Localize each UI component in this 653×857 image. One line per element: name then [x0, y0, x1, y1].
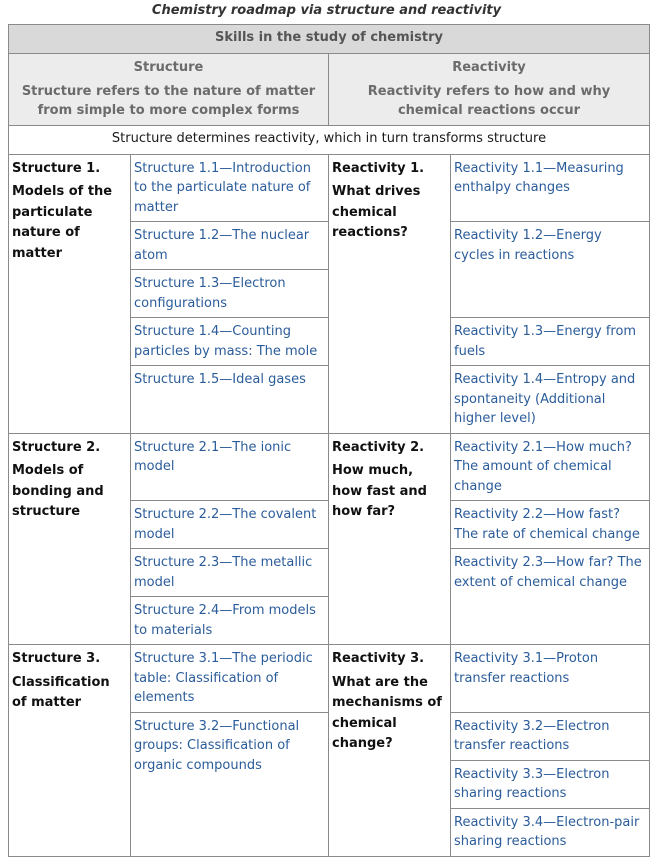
structure-theme-3 — [9, 645, 131, 857]
structure-header-desc: Structure refers to the nature of matter from simple to more complex forms — [21, 83, 316, 118]
reactivity-theme-number: Reactivity 2. — [332, 439, 425, 455]
reactivity-topic[interactable]: Reactivity 1.4—Entropy and spontaneity (Additional higher level) — [451, 366, 650, 434]
roadmap-table — [8, 24, 650, 857]
structure-topic[interactable]: Structure 1.4—Counting particles by mass: The mole — [131, 318, 329, 366]
structure-theme-title: Models of bonding and structure — [12, 463, 104, 519]
reactivity-theme-2 — [329, 433, 451, 645]
structure-header — [9, 54, 329, 126]
reactivity-topic[interactable]: Reactivity 1.3—Energy from fuels — [451, 318, 650, 366]
reactivity-header-title: Reactivity — [452, 60, 526, 75]
reactivity-topic[interactable]: Reactivity 3.1—Proton transfer reactions — [451, 645, 650, 713]
structure-theme-title: Classification of matter — [12, 674, 110, 710]
banner-text: Structure determines reactivity, which in turn transforms structure — [9, 125, 650, 154]
structure-topic[interactable]: Structure 1.1—Introduction to the particulate nature of matter — [131, 154, 329, 222]
reactivity-topic[interactable]: Reactivity 3.2—Electron transfer reactions — [451, 712, 650, 760]
reactivity-topic[interactable]: Reactivity 2.3—How far? The extent of chemical change — [451, 549, 650, 645]
reactivity-theme-1 — [329, 154, 451, 433]
structure-theme-1 — [9, 154, 131, 433]
structure-topic[interactable]: Structure 3.1—The periodic table: Classification of elements — [131, 645, 329, 713]
table-caption: Chemistry roadmap via structure and reactivity — [151, 3, 502, 18]
structure-theme-2 — [9, 433, 131, 645]
reactivity-theme-3 — [329, 645, 451, 857]
reactivity-theme-number: Reactivity 3. — [332, 651, 425, 666]
reactivity-header — [329, 54, 650, 126]
reactivity-theme-title: What drives chemical reactions? — [332, 184, 421, 240]
reactivity-theme-title: What are the mechanisms of chemical change? — [332, 674, 442, 751]
structure-theme-number: Structure 2. — [12, 439, 101, 455]
structure-topic[interactable]: Structure 3.2—Functional groups: Classification of organic compounds — [131, 712, 329, 856]
reactivity-topic[interactable]: Reactivity 3.4—Electron-pair sharing reactions — [451, 808, 650, 856]
structure-topic[interactable]: Structure 2.2—The covalent model — [131, 501, 329, 549]
reactivity-topic[interactable]: Reactivity 2.2—How fast? The rate of chemical change — [451, 501, 650, 549]
structure-topic[interactable]: Structure 1.2—The nuclear atom — [131, 222, 329, 270]
reactivity-topic[interactable]: Reactivity 1.1—Measuring enthalpy changes — [451, 154, 650, 222]
skills-header: Skills in the study of chemistry — [9, 25, 650, 54]
reactivity-theme-title: How much, how fast and how far? — [332, 463, 427, 519]
structure-topic[interactable]: Structure 1.5—Ideal gases — [131, 366, 329, 434]
structure-topic[interactable]: Structure 2.4—From models to materials — [131, 597, 329, 645]
structure-topic[interactable]: Structure 2.3—The metallic model — [131, 549, 329, 597]
structure-theme-number: Structure 1. — [12, 160, 101, 176]
structure-topic[interactable]: Structure 2.1—The ionic model — [131, 433, 329, 501]
structure-theme-number: Structure 3. — [12, 651, 101, 666]
structure-header-title: Structure — [133, 60, 204, 75]
reactivity-topic[interactable]: Reactivity 3.3—Electron sharing reactions — [451, 760, 650, 808]
structure-topic[interactable]: Structure 1.3—Electron configurations — [131, 270, 329, 318]
reactivity-theme-number: Reactivity 1. — [332, 160, 425, 176]
structure-theme-title: Models of the particulate nature of matter — [12, 184, 113, 261]
reactivity-header-desc: Reactivity refers to how and why chemical reactions occur — [367, 83, 611, 118]
reactivity-topic[interactable]: Reactivity 2.1—How much? The amount of chemical change — [451, 433, 650, 501]
reactivity-topic[interactable]: Reactivity 1.2—Energy cycles in reactions — [451, 222, 650, 318]
